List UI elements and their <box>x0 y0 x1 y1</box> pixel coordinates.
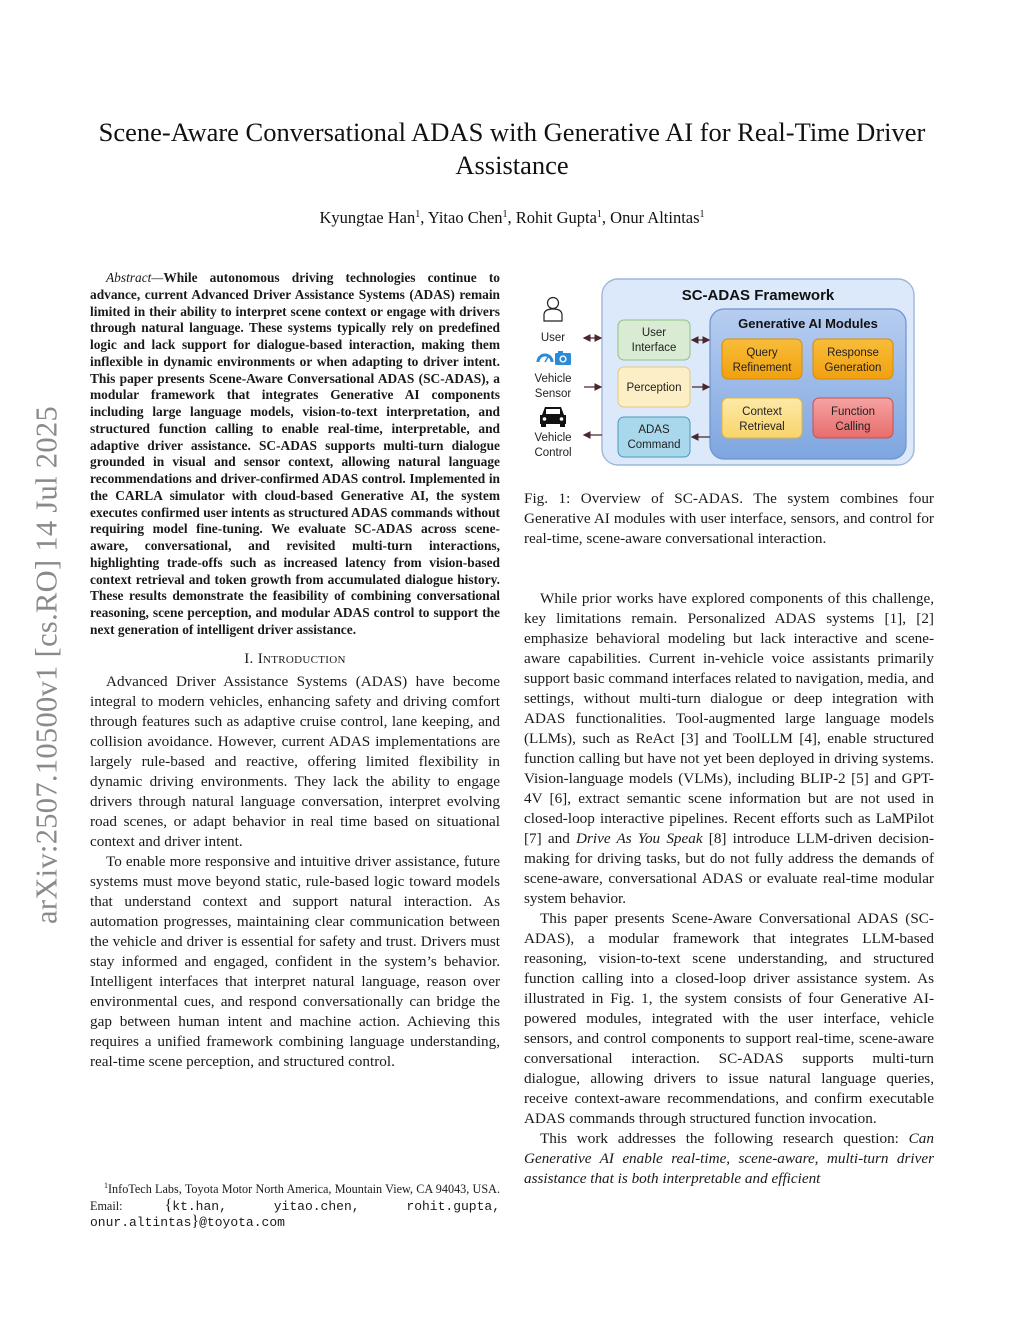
svg-text:Refinement: Refinement <box>732 362 792 374</box>
label-vehicle-control: Vehicle <box>534 432 572 444</box>
left-column <box>90 270 500 1072</box>
abstract-text: While autonomous driving technologies continue to advance, current Advanced Driver Assistance Systems (ADAS) remain limited in their ability to interpret scene context or engage with drivers through natural language. These systems typically rely on predefined logic and lack support for dialogue-based interaction, making them inflexible in dynamic environments or when adapting to driver intent. This paper presents Scene-Aware Conversational ADAS (SC-ADAS), a modular framework that integrates Generative AI components including large language models, vision-to-text interpretation, and structured function calling to enable real-time, interpretable, and adaptive driver assistance. SC-ADAS supports multi-turn dialogue grounded in visual and sensor context, allowing natural language recommendations and driver-confirmed ADAS control. Implemented in the CARLA simulator with cloud-based Generative AI, the system executes confirmed user intents as structured ADAS commands without requiring model fine-tuning. We evaluate SC-ADAS across scene-aware, conversational, and revisited multi-turn interactions, highlighting trade-offs such as increased latency from vision-based context retrieval and token growth from accumulated dialogue history. These results demonstrate the feasibility of combining conversational reasoning, scene perception, and modular ADAS control to support the next generation of intelligent driver assistance. <box>90 270 500 637</box>
car-icon <box>540 407 566 427</box>
framework-title: SC-ADAS Framework <box>681 287 835 304</box>
speedometer-icon <box>538 355 552 362</box>
figure-caption: Fig. 1: Overview of SC-ADAS. The system combines four Generative AI modules with user interface, sensors, and control for real-time, scene-aware conversational interaction. <box>524 490 934 547</box>
genai-modules-title: Generative AI Modules <box>738 316 878 331</box>
box-perception <box>618 367 690 407</box>
svg-text:Response: Response <box>827 347 879 359</box>
svg-text:ADAS: ADAS <box>638 424 670 436</box>
abstract-label: Abstract— <box>106 270 164 285</box>
author: Rohit Gupta$^1$ <box>515 208 602 227</box>
intro-paragraph: Advanced Driver Assistance Systems (ADAS) have become integral to modern vehicles, enhancing safety and driving comfort through features such as adaptive cruise control, lane keeping, and collision avoidance. However, current ADAS implementations are largely rule-based and reactive, offering limited flexibility in dynamic driving environments. They lack the ability to engage drivers through natural language conversation, interpret evolving road scenes, or adapt behavior in real time based on situational context and driver intent. <box>90 672 500 850</box>
arxiv-identifier: arXiv:2507.10500v1 [cs.RO] 14 Jul 2025 <box>29 405 64 925</box>
label-user: User <box>540 332 566 344</box>
affiliation-footnote: $^1$InfoTech Labs, Toyota Motor North America, Mountain View, CA 94043, USA. Email: {kt.han, yitao.chen, rohit.gupta, onur.altintas}@toyota.com <box>90 1181 501 1230</box>
abstract <box>90 270 500 639</box>
label-vehicle-control-2: Control <box>534 447 572 459</box>
author-list: Kyungtae Han$^1$, Yitao Chen$^1$, Rohit Gupta$^1$, Onur Altintas$^1$ <box>319 208 705 227</box>
figure-sc-adas-overview <box>528 276 928 468</box>
svg-text:Context: Context <box>742 406 782 418</box>
svg-text:Generation: Generation <box>824 362 882 374</box>
svg-text:Interface: Interface <box>631 342 677 354</box>
camera-icon <box>555 351 571 365</box>
svg-text:Command: Command <box>627 439 681 451</box>
intro-paragraph: To enable more responsive and intuitive driver assistance, future systems must move beyond static, rule-based logic toward models that understand context and support natural interaction. As automation progresses, maintaining clear communication between the vehicle and driver is essential for safety and trust. Drivers must stay informed and engaged, confident in the system’s behavior. Intelligent interfaces that interpret natural language, reason over environmental cues, and respond conversationally can bridge the gap between human intent and machine action. Achieving this requires a unified framework combining language understanding, real-time scene perception, and structured control. <box>90 852 500 1070</box>
module-function-calling <box>813 398 893 438</box>
box-adas-command <box>618 417 690 457</box>
label-vehicle-sensor-2: Sensor <box>534 388 572 400</box>
body-paragraph: This paper presents Scene-Aware Conversational ADAS (SC-ADAS), a modular framework that integrates LLM-based reasoning, vision-to-text scene understanding, and structured function calling into a closed-loop driver assistance system. As illustrated in Fig. 1, the system consists of four Generative AI-powered modules, integrated with the user interface, vehicle sensors, and control components to support real-time, scene-aware conversational interaction. SC-ADAS supports multi-turn dialogue, allowing drivers to issue natural language queries, receive context-aware recommendations, and confirm executable ADAS commands through structured function invocation. <box>524 910 934 1127</box>
section-heading-introduction: I. Introduction <box>244 650 346 667</box>
svg-text:User: User <box>641 327 667 339</box>
user-icon <box>544 298 562 322</box>
module-context-retrieval <box>722 398 802 438</box>
svg-text:Retrieval: Retrieval <box>739 421 785 433</box>
svg-text:Perception: Perception <box>626 382 682 394</box>
email-list: kt.han, yitao.chen, rohit.gupta, onur.altintas <box>90 1198 501 1230</box>
right-column <box>524 589 934 1189</box>
body-paragraph: This work addresses the following research question: Can Generative AI enable real-time, scene-aware, multi-turn driver assistance that is both interpretable and efficient <box>524 1130 934 1187</box>
label-vehicle-sensor: Vehicle <box>534 373 572 385</box>
author: Kyungtae Han$^1$ <box>319 208 421 227</box>
author: Onur Altintas$^1$ <box>610 208 705 227</box>
svg-text:Calling: Calling <box>835 421 871 433</box>
svg-text:Query: Query <box>746 347 778 359</box>
author: Yitao Chen$^1$ <box>427 208 508 227</box>
module-response-generation <box>813 339 893 379</box>
svg-text:Function: Function <box>830 406 876 418</box>
box-user-interface <box>618 320 690 360</box>
module-query-refinement <box>722 339 802 379</box>
research-question: Can Generative AI enable real-time, scene-aware, multi-turn driver assistance that is both interpretable and efficient <box>524 1130 934 1187</box>
body-paragraph: While prior works have explored components of this challenge, key limitations remain. Personalized ADAS systems [1], [2] emphasize behavioral modeling but lack interactive and scene-aware capabilities. Current in-vehicle voice assistants primarily support basic command interfaces related to navigation, media, and settings, without multi-turn dialogue or deep integration with ADAS functionalities. Tool-augmented large language models (LLMs), such as ReAct [3] and ToolLLM [4], enable structured function calling but have not yet been deployed in driving systems. Vision-language models (VLMs), including BLIP-2 [5] and GPT-4V [6], extract semantic scene information but are not used in closed-loop interactive pipelines. Recent efforts such as LaMPilot [7] and Drive As You Speak [8] introduce LLM-driven decision-making for driving tasks, but do not fully address the demands of scene-aware, conversational ADAS or evaluate real-time modular system behavior. <box>524 590 934 907</box>
paper-title: Scene-Aware Conversational ADAS with Generative AI for Real-Time Driver Assistance <box>98 117 926 180</box>
